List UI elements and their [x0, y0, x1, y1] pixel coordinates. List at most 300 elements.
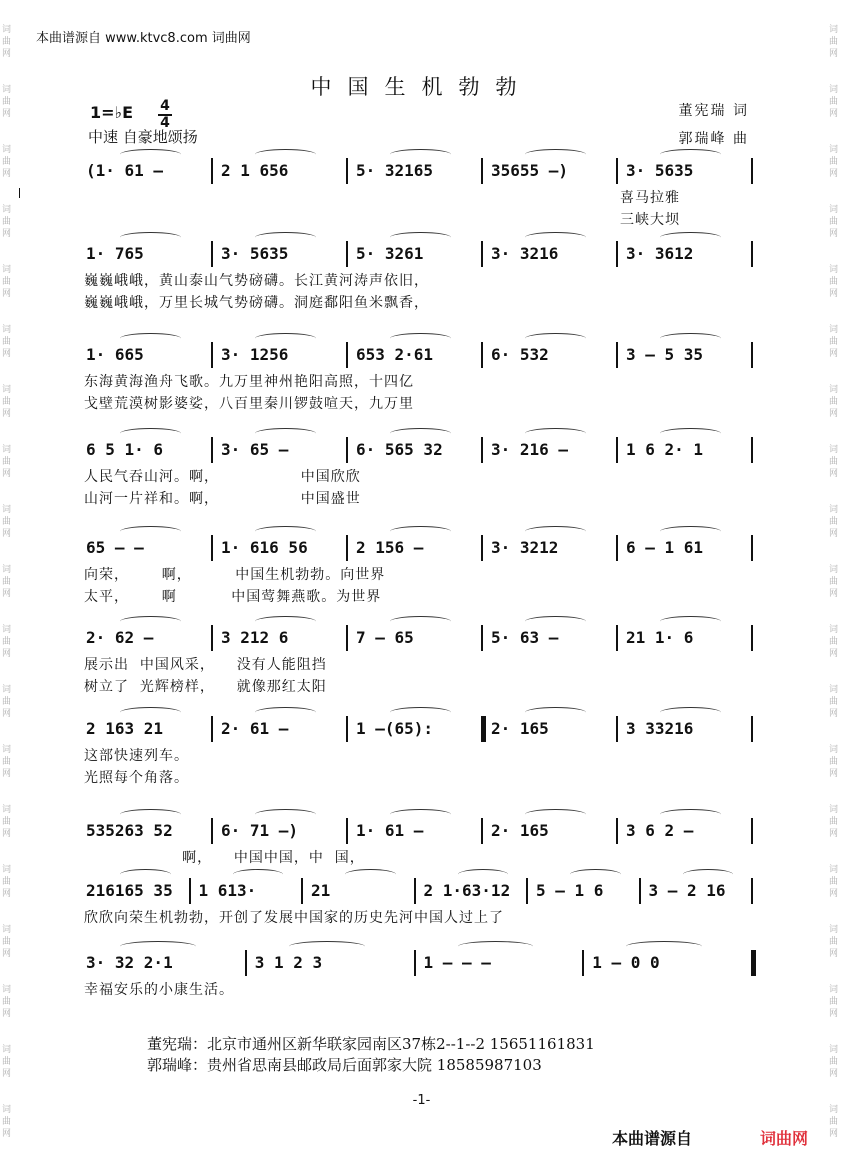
barline	[211, 241, 213, 267]
meter-top: 4	[160, 98, 170, 114]
lyric-line: 树立了 光辉榜样， 就像那红太阳	[84, 679, 327, 695]
barline	[481, 342, 483, 368]
measure: 1· 616 56	[221, 538, 308, 557]
measure: 2· 62 –	[86, 628, 154, 647]
measure: 3· 5635	[626, 161, 694, 180]
left-watermark	[2, 0, 14, 1172]
watermark-glyph: 曲	[829, 517, 839, 527]
measure: 2 1·63·12	[423, 881, 511, 900]
meter-bottom: 4	[158, 114, 172, 131]
barline	[414, 950, 416, 976]
slur	[255, 809, 316, 820]
measure: 6· 565 32	[356, 440, 443, 459]
slur	[255, 149, 316, 160]
watermark-glyph: 曲	[829, 1057, 839, 1067]
watermark-glyph: 网	[829, 469, 839, 479]
watermark-glyph: 网	[829, 49, 839, 59]
watermark-glyph: 词	[829, 565, 839, 575]
slur	[390, 428, 451, 439]
slur	[390, 809, 451, 820]
lyric-line: 喜马拉雅	[620, 190, 680, 206]
barline	[346, 818, 348, 844]
watermark-glyph: 网	[2, 1009, 12, 1019]
watermark-glyph: 词	[2, 265, 12, 275]
watermark-glyph: 词	[2, 565, 12, 575]
notation-row	[80, 241, 760, 267]
barline	[751, 878, 753, 904]
watermark-glyph: 网	[2, 1129, 12, 1139]
watermark-glyph: 曲	[2, 217, 12, 227]
barline	[751, 158, 753, 184]
watermark-glyph: 网	[2, 169, 12, 179]
measure: 1· 765	[86, 244, 144, 263]
watermark-glyph: 曲	[2, 1117, 12, 1127]
watermark-glyph: 词	[829, 805, 839, 815]
measure: 3· 216 –	[491, 440, 569, 459]
watermark-glyph: 网	[829, 289, 839, 299]
watermark-glyph: 曲	[829, 937, 839, 947]
watermark-glyph: 网	[829, 1129, 839, 1139]
barline	[616, 241, 618, 267]
lyric-line: 光照每个角落。	[84, 770, 189, 786]
barline	[346, 716, 348, 742]
barline	[616, 437, 618, 463]
barline	[211, 158, 213, 184]
lyric-line: 幸福安乐的小康生活。	[84, 982, 234, 998]
measure: 5 – 1 6	[536, 881, 604, 900]
slur	[120, 428, 181, 439]
measure: 6 – 1 61	[626, 538, 704, 557]
watermark-glyph: 曲	[829, 817, 839, 827]
watermark-glyph: 网	[829, 649, 839, 659]
measure: 2 156 –	[356, 538, 424, 557]
barline	[346, 241, 348, 267]
barline	[346, 158, 348, 184]
measure: 2· 165	[491, 719, 549, 738]
slur	[289, 941, 365, 952]
barline	[211, 342, 213, 368]
barline	[751, 625, 753, 651]
watermark-glyph: 词	[829, 865, 839, 875]
slur	[626, 941, 702, 952]
watermark-glyph: 网	[829, 109, 839, 119]
lyric-line: 这部快速列车。	[84, 748, 189, 764]
barline	[751, 950, 756, 976]
barline	[211, 437, 213, 463]
measure: 3· 1256	[221, 345, 289, 364]
watermark-glyph: 网	[829, 829, 839, 839]
lyric-line: 巍巍峨峨，黄山泰山气势磅礴。长江黄河涛声依旧，	[84, 273, 429, 289]
measure: 21 1· 6	[626, 628, 694, 647]
slur	[390, 526, 451, 537]
barline	[481, 437, 483, 463]
measure: 2· 61 –	[221, 719, 289, 738]
watermark-glyph: 网	[829, 889, 839, 899]
slur	[120, 707, 181, 718]
composer-credit: 郭瑞峰 曲	[678, 131, 749, 147]
watermark-glyph: 曲	[2, 37, 12, 47]
key-signature: 1=♭E	[90, 103, 134, 122]
watermark-glyph: 曲	[829, 757, 839, 767]
notation-row	[80, 625, 760, 651]
barline	[751, 818, 753, 844]
barline	[582, 950, 584, 976]
slur	[525, 616, 586, 627]
watermark-glyph: 曲	[2, 517, 12, 527]
slur	[255, 707, 316, 718]
watermark-glyph: 网	[829, 1069, 839, 1079]
page-number: -1-	[412, 1093, 431, 1108]
lyric-line: 欣欣向荣生机勃勃，开创了发展中国家的历史先河中国人过上了	[84, 910, 504, 926]
measure: 3· 3612	[626, 244, 694, 263]
watermark-glyph: 词	[829, 1045, 839, 1055]
slur	[660, 809, 721, 820]
watermark-glyph: 曲	[2, 337, 12, 347]
watermark-glyph: 网	[829, 709, 839, 719]
watermark-glyph: 词	[2, 325, 12, 335]
watermark-glyph: 词	[2, 385, 12, 395]
watermark-glyph: 曲	[2, 277, 12, 287]
slur	[525, 149, 586, 160]
measure: 5· 32165	[356, 161, 434, 180]
watermark-glyph: 词	[2, 625, 12, 635]
slur	[255, 333, 316, 344]
barline	[616, 716, 618, 742]
lyric-line: 东海黄海渔舟飞歌。九万里神州艳阳高照，十四亿	[84, 374, 414, 390]
watermark-glyph: 网	[2, 349, 12, 359]
measure: 1 –(65):	[356, 719, 434, 738]
barline	[211, 818, 213, 844]
footer-source-label: 本曲谱源自	[612, 1129, 693, 1148]
watermark-glyph: 词	[2, 505, 12, 515]
watermark-glyph: 曲	[2, 757, 12, 767]
watermark-glyph: 词	[829, 265, 839, 275]
watermark-glyph: 词	[2, 925, 12, 935]
watermark-glyph: 曲	[2, 997, 12, 1007]
slur	[120, 149, 181, 160]
slur	[255, 616, 316, 627]
barline	[526, 878, 528, 904]
watermark-glyph: 词	[2, 145, 12, 155]
measure: 21	[311, 881, 331, 900]
barline	[481, 818, 483, 844]
barline	[639, 878, 641, 904]
watermark-glyph: 词	[829, 385, 839, 395]
barline	[301, 878, 303, 904]
slur	[458, 941, 534, 952]
watermark-glyph: 网	[2, 769, 12, 779]
barline	[245, 950, 247, 976]
measure: 6 5 1· 6	[86, 440, 164, 459]
barline	[751, 716, 753, 742]
watermark-glyph: 网	[2, 409, 12, 419]
watermark-glyph: 曲	[829, 697, 839, 707]
lyric-line: 太平， 啊 中国莺舞燕歌。为世界	[84, 589, 382, 605]
barline	[481, 535, 483, 561]
watermark-glyph: 网	[829, 229, 839, 239]
notation-row	[80, 342, 760, 368]
barline	[414, 878, 416, 904]
watermark-glyph: 网	[2, 109, 12, 119]
measure: 216165 35	[86, 881, 173, 900]
watermark-glyph: 曲	[2, 397, 12, 407]
slur	[120, 333, 181, 344]
watermark-glyph: 曲	[829, 37, 839, 47]
watermark-glyph: 词	[829, 745, 839, 755]
slur	[255, 428, 316, 439]
watermark-glyph: 曲	[829, 277, 839, 287]
barline	[751, 535, 753, 561]
slur	[660, 333, 721, 344]
barline	[481, 716, 486, 742]
notation-row	[80, 535, 760, 561]
watermark-glyph: 网	[2, 229, 12, 239]
watermark-glyph: 词	[829, 985, 839, 995]
watermark-glyph: 词	[829, 25, 839, 35]
notation-row	[80, 818, 760, 844]
slur	[120, 941, 196, 952]
song-title: 中国生机勃勃	[310, 75, 533, 99]
watermark-glyph: 网	[2, 469, 12, 479]
measure: 65 – –	[86, 538, 144, 557]
watermark-glyph: 网	[829, 1009, 839, 1019]
barline	[481, 625, 483, 651]
watermark-glyph: 词	[2, 805, 12, 815]
watermark-glyph: 网	[829, 349, 839, 359]
measure: 3 6 2 –	[626, 821, 694, 840]
watermark-glyph: 曲	[829, 997, 839, 1007]
watermark-glyph: 曲	[829, 877, 839, 887]
watermark-glyph: 词	[829, 205, 839, 215]
watermark-glyph: 词	[829, 1105, 839, 1115]
measure: 1 – – –	[423, 953, 491, 972]
slur	[660, 232, 721, 243]
slur	[525, 232, 586, 243]
measure: 3 212 6	[221, 628, 289, 647]
slur	[120, 616, 181, 627]
watermark-glyph: 曲	[2, 937, 12, 947]
barline	[751, 437, 753, 463]
slur	[570, 869, 621, 880]
watermark-glyph: 词	[2, 865, 12, 875]
slur	[345, 869, 396, 880]
slur	[390, 707, 451, 718]
slur	[525, 333, 586, 344]
slur	[525, 526, 586, 537]
watermark-glyph: 词	[829, 685, 839, 695]
barline	[616, 158, 618, 184]
barline	[751, 241, 753, 267]
slur	[390, 232, 451, 243]
measure: 1 613·	[198, 881, 257, 900]
watermark-glyph: 网	[829, 589, 839, 599]
watermark-glyph: 曲	[829, 1117, 839, 1127]
measure: 35655 –)	[491, 161, 569, 180]
barline	[481, 241, 483, 267]
measure: 5· 63 –	[491, 628, 559, 647]
measure: 3 1 2 3	[254, 953, 323, 972]
watermark-glyph: 曲	[829, 397, 839, 407]
watermark-glyph: 曲	[2, 577, 12, 587]
measure: 1 – 0 0	[592, 953, 660, 972]
watermark-glyph: 词	[2, 685, 12, 695]
measure: 2 163 21	[86, 719, 164, 738]
slur	[120, 526, 181, 537]
barline	[346, 342, 348, 368]
watermark-glyph: 曲	[829, 577, 839, 587]
watermark-glyph: 曲	[2, 817, 12, 827]
barline	[189, 878, 191, 904]
slur	[660, 428, 721, 439]
slur	[255, 232, 316, 243]
watermark-glyph: 曲	[2, 1057, 12, 1067]
measure: 1· 665	[86, 345, 144, 364]
watermark-glyph: 词	[829, 145, 839, 155]
measure: 3· 65 –	[221, 440, 289, 459]
measure: 3· 3216	[491, 244, 559, 263]
watermark-glyph: 词	[2, 205, 12, 215]
margin-tick	[19, 188, 20, 198]
lyric-line: 啊， 中国中国，中 国，	[84, 850, 365, 866]
measure: 5· 3261	[356, 244, 424, 263]
measure: 3· 3212	[491, 538, 559, 557]
watermark-glyph: 网	[2, 589, 12, 599]
notation-row	[80, 716, 760, 742]
watermark-glyph: 曲	[2, 637, 12, 647]
lyric-line: 戈壁荒漠树影婆娑，八百里秦川锣鼓喧天，九万里	[84, 396, 414, 412]
barline	[346, 625, 348, 651]
watermark-glyph: 网	[2, 49, 12, 59]
barline	[616, 342, 618, 368]
contact-lyricist: 董宪瑞：北京市通州区新华联家园南区37栋2--1--2 15651161831	[147, 1035, 595, 1053]
barline	[481, 158, 483, 184]
source-header: 本曲谱源自 www.ktvc8.com 词曲网	[36, 31, 251, 46]
measure: 3 – 5 35	[626, 345, 704, 364]
lyric-line: 展示出 中国风采， 没有人能阻挡	[84, 657, 327, 673]
measure: 3 33216	[626, 719, 694, 738]
watermark-glyph: 词	[2, 85, 12, 95]
notation-row	[80, 878, 760, 904]
watermark-glyph: 词	[2, 1105, 12, 1115]
watermark-glyph: 网	[829, 529, 839, 539]
notation-row	[80, 158, 760, 184]
right-watermark	[829, 0, 841, 1172]
measure: 535263 52	[86, 821, 173, 840]
watermark-glyph: 词	[829, 505, 839, 515]
measure: 6· 71 –)	[221, 821, 299, 840]
watermark-glyph: 曲	[829, 97, 839, 107]
barline	[616, 818, 618, 844]
lyric-line: 三峡大坝	[620, 212, 680, 228]
slur	[660, 707, 721, 718]
watermark-glyph: 词	[2, 985, 12, 995]
slur	[390, 333, 451, 344]
watermark-glyph: 曲	[829, 637, 839, 647]
lyric-line: 向荣， 啊， 中国生机勃勃。向世界	[84, 567, 386, 583]
measure: 6· 532	[491, 345, 549, 364]
slur	[120, 869, 171, 880]
watermark-glyph: 词	[829, 625, 839, 635]
watermark-glyph: 曲	[829, 217, 839, 227]
watermark-glyph: 曲	[2, 697, 12, 707]
watermark-glyph: 网	[829, 409, 839, 419]
slur	[525, 707, 586, 718]
footer-site-logo: 词曲网	[760, 1129, 809, 1148]
watermark-glyph: 网	[2, 289, 12, 299]
watermark-glyph: 词	[829, 925, 839, 935]
slur	[525, 428, 586, 439]
slur	[525, 809, 586, 820]
slur	[390, 616, 451, 627]
slur	[660, 616, 721, 627]
slur	[660, 526, 721, 537]
slur	[458, 869, 509, 880]
measure: 7 – 65	[356, 628, 414, 647]
watermark-glyph: 网	[2, 709, 12, 719]
slur	[390, 149, 451, 160]
watermark-glyph: 网	[829, 949, 839, 959]
watermark-glyph: 网	[2, 949, 12, 959]
barline	[211, 716, 213, 742]
barline	[211, 625, 213, 651]
notation-row	[80, 950, 760, 976]
watermark-glyph: 词	[2, 1045, 12, 1055]
measure: 1· 61 –	[356, 821, 424, 840]
watermark-glyph: 词	[2, 445, 12, 455]
watermark-glyph: 曲	[829, 157, 839, 167]
watermark-glyph: 词	[2, 745, 12, 755]
barline	[751, 342, 753, 368]
slur	[660, 149, 721, 160]
slur	[120, 809, 181, 820]
lyric-line: 山河一片祥和。啊， 中国盛世	[84, 491, 361, 507]
watermark-glyph: 曲	[829, 457, 839, 467]
slur	[683, 869, 734, 880]
measure: 3· 32 2·1	[86, 953, 173, 972]
lyricist-credit: 董宪瑞 词	[678, 103, 749, 119]
watermark-glyph: 网	[2, 1069, 12, 1079]
barline	[616, 535, 618, 561]
measure: 2 1 656	[221, 161, 289, 180]
watermark-glyph: 词	[2, 25, 12, 35]
watermark-glyph: 网	[2, 649, 12, 659]
measure: 2· 165	[491, 821, 549, 840]
watermark-glyph: 网	[829, 769, 839, 779]
watermark-glyph: 曲	[829, 337, 839, 347]
barline	[211, 535, 213, 561]
watermark-glyph: 曲	[2, 457, 12, 467]
watermark-glyph: 网	[2, 829, 12, 839]
lyric-line: 人民气吞山河。啊， 中国欣欣	[84, 469, 361, 485]
contact-composer: 郭瑞峰：贵州省思南县邮政局后面郭家大院 18585987103	[147, 1056, 542, 1074]
watermark-glyph: 曲	[2, 157, 12, 167]
watermark-glyph: 词	[829, 85, 839, 95]
measure: 3 – 2 16	[648, 881, 726, 900]
watermark-glyph: 曲	[2, 877, 12, 887]
watermark-glyph: 网	[2, 889, 12, 899]
slur	[233, 869, 284, 880]
barline	[346, 437, 348, 463]
watermark-glyph: 网	[829, 169, 839, 179]
watermark-glyph: 网	[2, 529, 12, 539]
lyric-line: 巍巍峨峨，万里长城气势磅礴。洞庭鄱阳鱼米飘香，	[84, 295, 429, 311]
barline	[346, 535, 348, 561]
notation-row	[80, 437, 760, 463]
watermark-glyph: 词	[829, 445, 839, 455]
barline	[616, 625, 618, 651]
watermark-glyph: 词	[829, 325, 839, 335]
measure: (1· 61 –	[86, 161, 164, 180]
